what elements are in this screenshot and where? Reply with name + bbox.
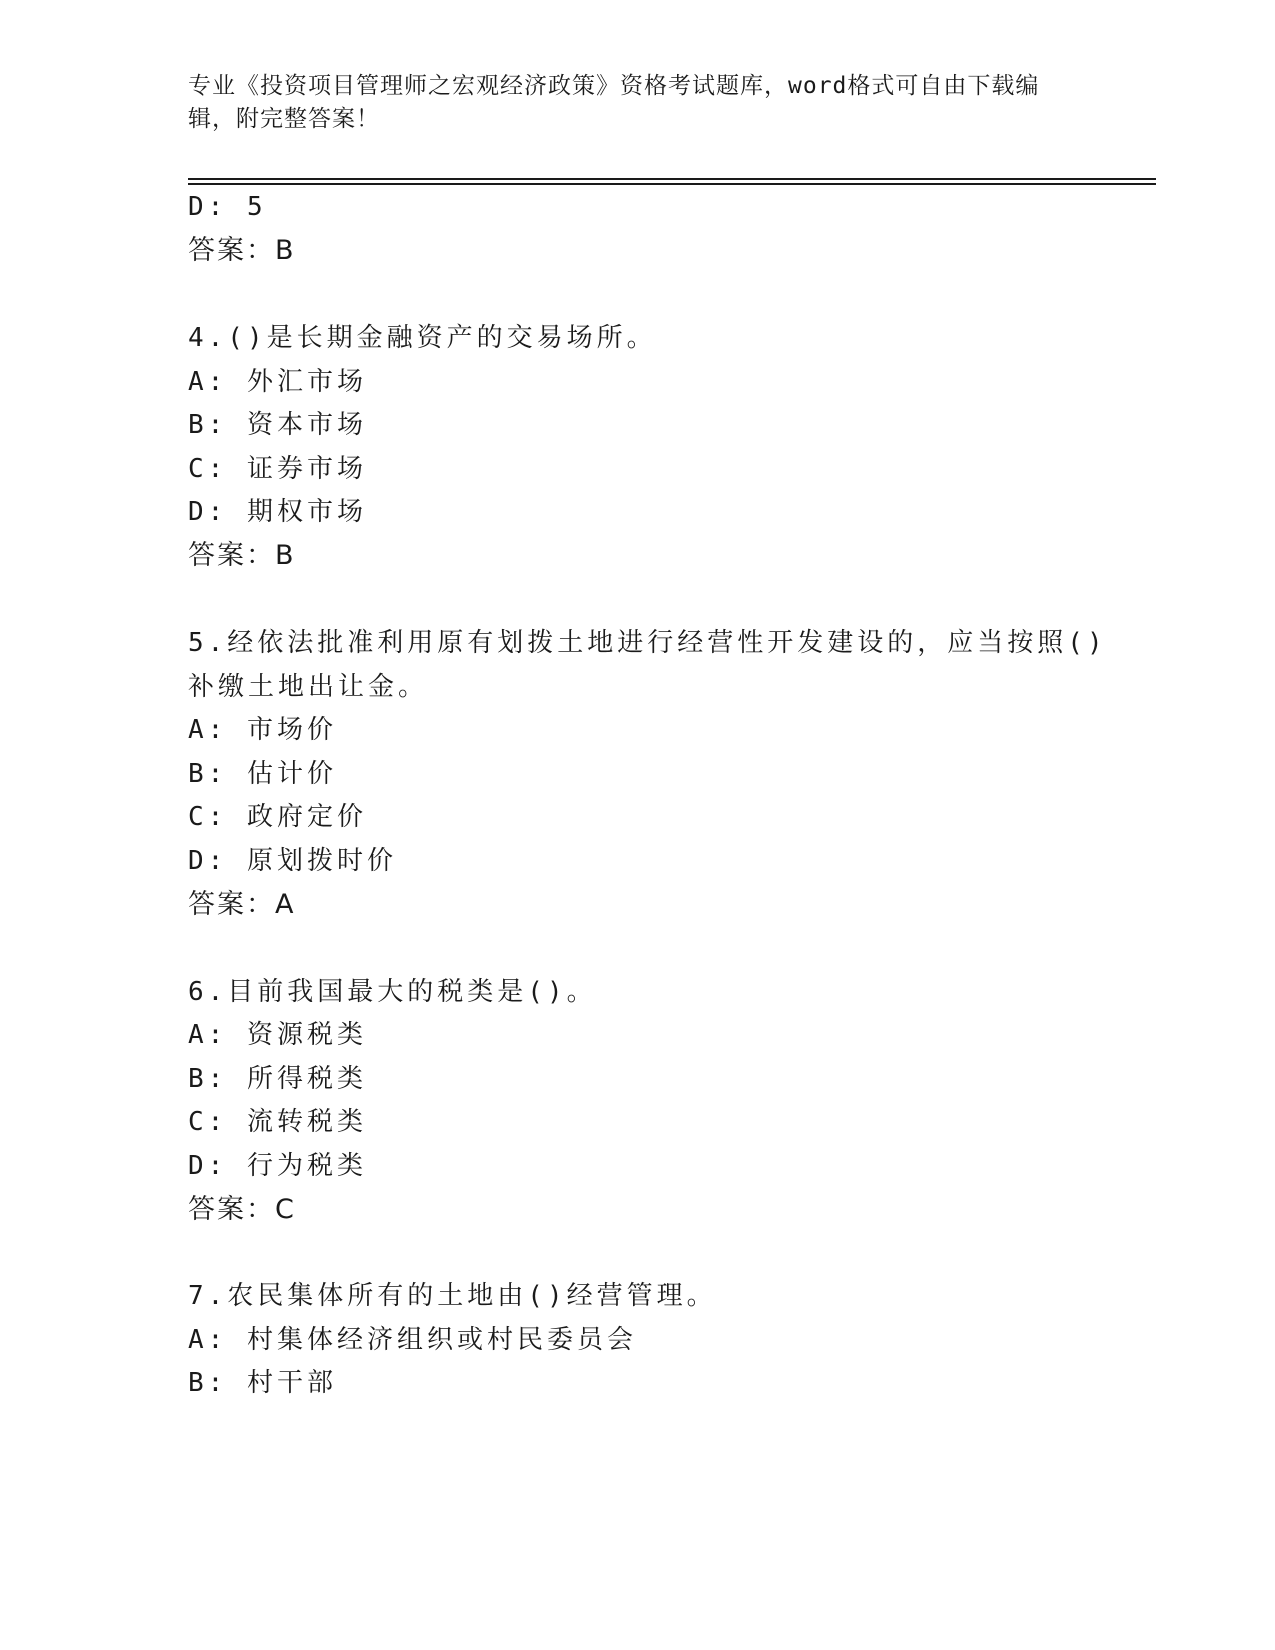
q6-option-d: D: 行为税类 — [188, 1151, 367, 1181]
q3-answer: 答案：B — [188, 235, 296, 266]
q6-option-c: C: 流转税类 — [188, 1107, 367, 1137]
header-divider-bottom — [188, 183, 1156, 185]
header-title-line-2: 辑，附完整答案！ — [188, 106, 380, 132]
q7-option-a: A: 村集体经济组织或村民委员会 — [188, 1325, 637, 1355]
q6-answer: 答案：C — [188, 1194, 296, 1225]
q4-stem: 4.()是长期金融资产的交易场所。 — [188, 323, 657, 353]
q4-option-b: B: 资本市场 — [188, 410, 367, 440]
q6-option-b: B: 所得税类 — [188, 1064, 367, 1094]
q6-stem: 6.目前我国最大的税类是()。 — [188, 977, 597, 1007]
q4-option-a: A: 外汇市场 — [188, 367, 367, 397]
q3-option-d: D: 5 — [188, 192, 267, 222]
q5-stem-line-1: 5.经依法批准利用原有划拨土地进行经营性开发建设的，应当按照() — [188, 628, 1107, 658]
q5-option-d: D: 原划拨时价 — [188, 846, 397, 876]
header-title-line-1: 专业《投资项目管理师之宏观经济政策》资格考试题库，word格式可自由下载编 — [188, 73, 1040, 99]
q6-option-a: A: 资源税类 — [188, 1020, 367, 1050]
q4-answer: 答案：B — [188, 540, 296, 571]
q7-option-b: B: 村干部 — [188, 1368, 337, 1398]
q5-answer: 答案：A — [188, 889, 296, 920]
q7-stem: 7.农民集体所有的土地由()经营管理。 — [188, 1281, 717, 1311]
document-header — [188, 70, 1068, 136]
q5-option-a: A: 市场价 — [188, 715, 337, 745]
header-divider-top — [188, 178, 1156, 180]
q5-option-c: C: 政府定价 — [188, 802, 367, 832]
q5-stem-line-2: 补缴土地出让金。 — [188, 672, 429, 702]
q5-option-b: B: 估计价 — [188, 759, 337, 789]
q4-option-d: D: 期权市场 — [188, 497, 367, 527]
q4-option-c: C: 证券市场 — [188, 454, 367, 484]
